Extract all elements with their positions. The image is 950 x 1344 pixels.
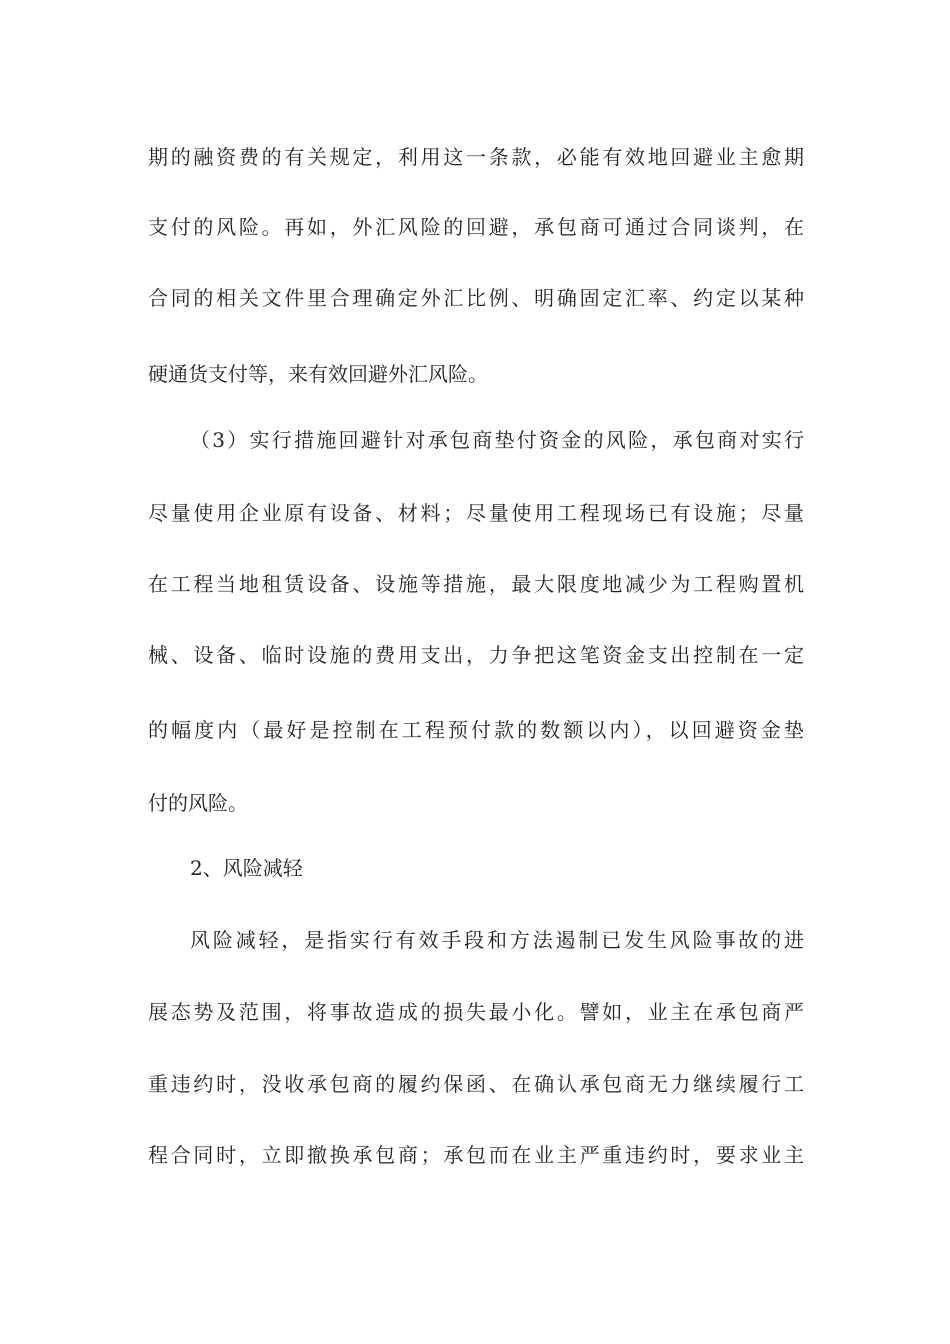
text-line: 重违约时，没收承包商的履约保函、在确认承包商无力继续履行工 <box>148 1072 804 1096</box>
text-line: 的幅度内（最好是控制在工程预付款的数额以内），以回避资金垫 <box>148 718 804 742</box>
text-line: 合同的相关文件里合理确定外汇比例、明确固定汇率、约定以某种 <box>148 286 804 310</box>
text-line: 付的风险。 <box>148 791 248 815</box>
text-line: 展态势及范围，将事故造成的损失最小化。譬如，业主在承包商严 <box>148 1000 804 1024</box>
text-line: 在工程当地租赁设备、设施等措施，最大限度地减少为工程购置机 <box>148 572 804 596</box>
text-line: 期的融资费的有关规定，利用这一条款，必能有效地回避业主愈期 <box>148 145 804 169</box>
text-line: 尽量使用企业原有设备、材料；尽量使用工程现场已有设施；尽量 <box>148 501 804 525</box>
text-line: 支付的风险。再如，外汇风险的回避，承包商可通过合同谈判，在 <box>148 215 804 239</box>
section-heading: 2、风险减轻 <box>190 856 303 880</box>
text-line: 风险减轻，是指实行有效手段和方法遏制已发生风险事故的进 <box>190 928 804 952</box>
text-line: 程合同时，立即撤换承包商；承包而在业主严重违约时，要求业主 <box>148 1143 804 1167</box>
text-line: （3）实行措施回避针对承包商垫付资金的风险，承包商对实行 <box>190 428 804 452</box>
text-line: 械、设备、临时设施的费用支出，力争把这笔资金支出控制在一定 <box>148 643 804 667</box>
text-line: 硬通货支付等，来有效回避外汇风险。 <box>148 362 488 386</box>
